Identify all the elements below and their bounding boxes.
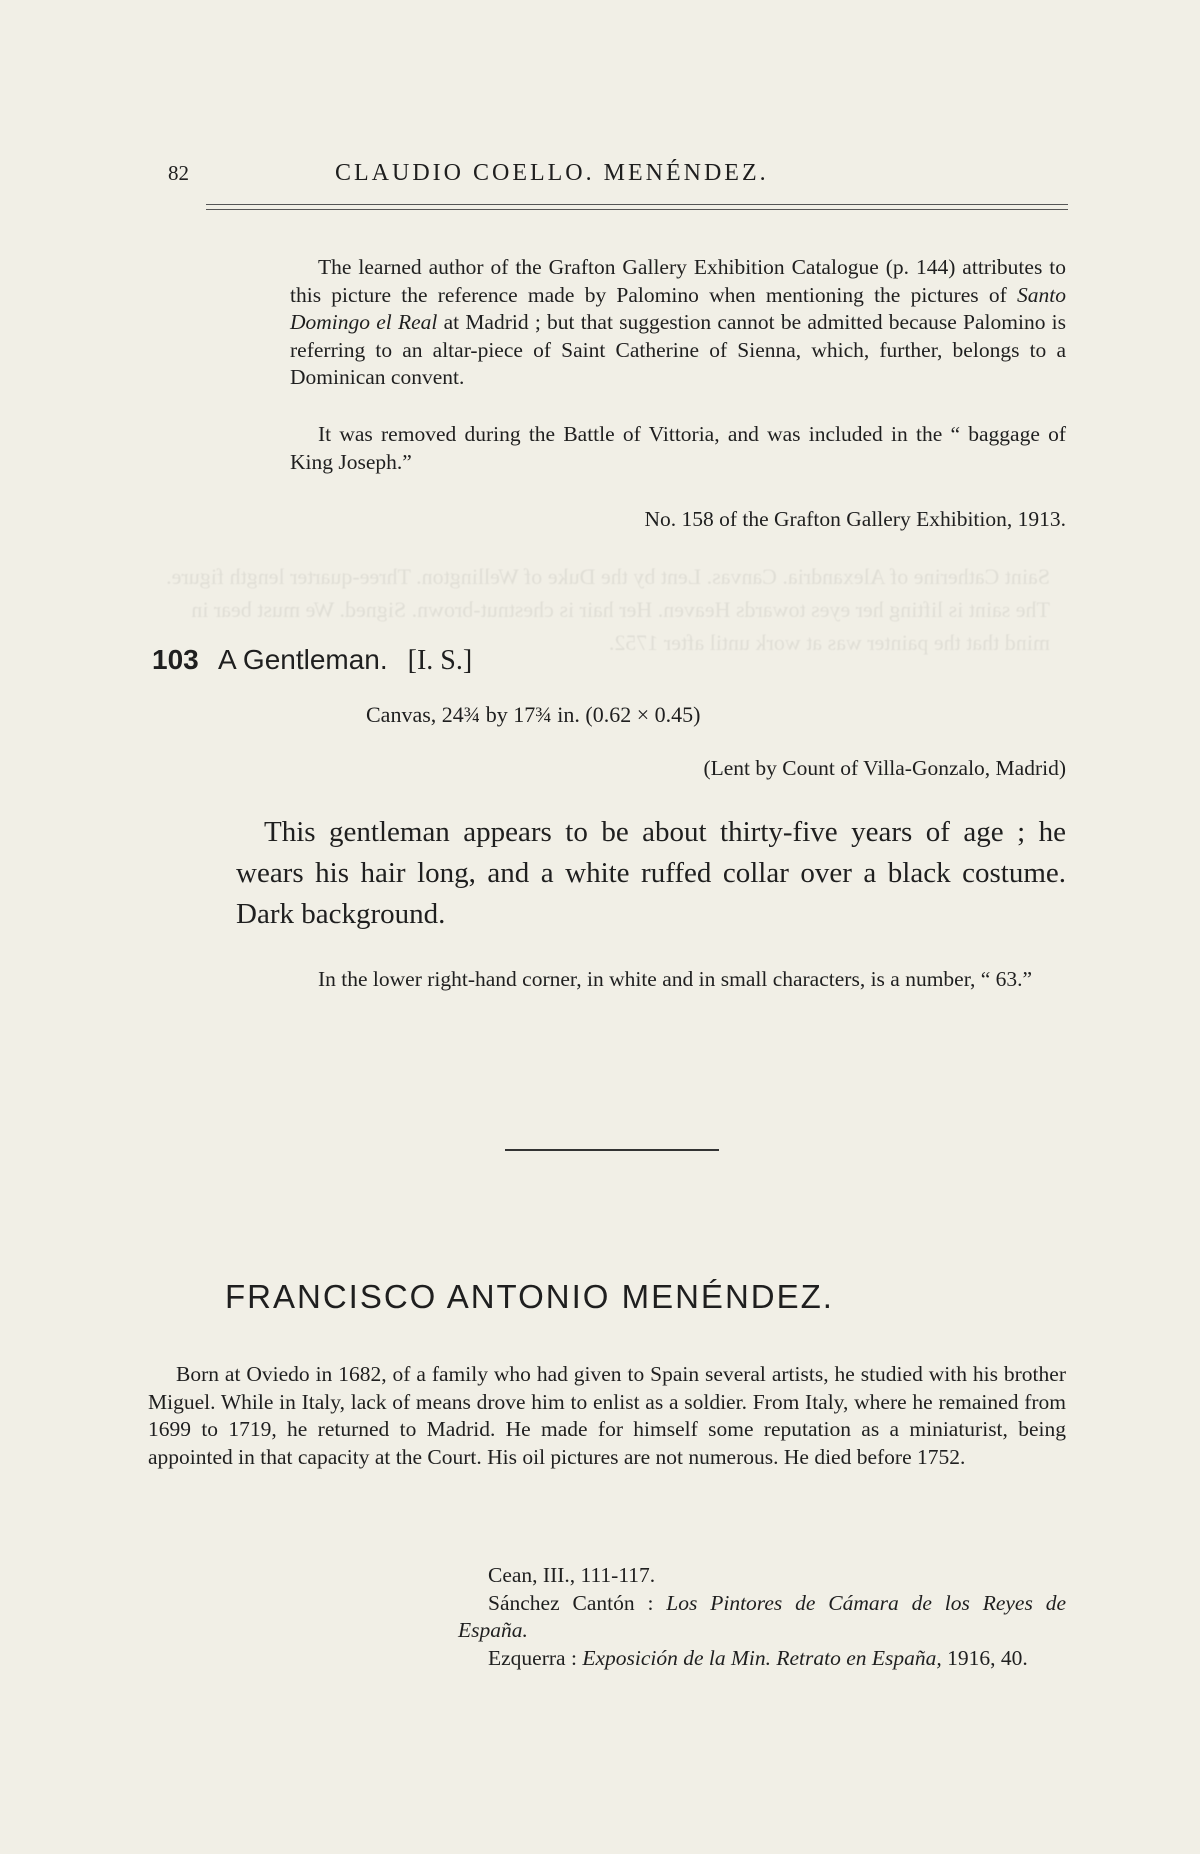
entry-code: [I. S.]: [407, 645, 473, 676]
page-number: 82: [168, 161, 189, 185]
reference-2: [458, 1590, 1066, 1644]
reference-1: Cean, III., 111-117.: [488, 1563, 656, 1587]
running-header: [168, 160, 1068, 190]
intro-text-2: at Madrid ; but that suggestion cannot be admitted because Palomino is referring to an altar-piece of Saint Catherine of Sienna, which, further, belongs to a Dominican convent.: [290, 310, 1066, 389]
entry-title: A Gentleman.: [218, 644, 388, 675]
reference-2-title: Los Pintores de Cámara de los Reyes de España.: [458, 1591, 1066, 1642]
artist-biography: Born at Oviedo in 1682, of a family who had given to Spain several artists, he studied with his brother Miguel. While in Italy, lack of means drove him to enlist as a soldier. From Italy, where he remained from 1699 to 1719, he returned to Madrid. He made for himself some reputation as a miniaturist, being appointed in that capacity at the Court. His oil pictures are not numerous. He died before 1752.: [148, 1362, 1066, 1469]
header-rule: [206, 204, 1068, 210]
entry-lender: (Lent by Count of Villa-Gonzalo, Madrid): [703, 756, 1066, 780]
reference-3-author: Ezquerra :: [488, 1646, 577, 1670]
intro-paragraph: [290, 254, 1066, 392]
entry-description: This gentleman appears to be about thirty-five years of age ; he wears his hair long, and a white ruffed collar over a black costume. Dark background.: [236, 816, 1066, 930]
intro-italic-title: Santo Domingo el Real: [290, 282, 1067, 334]
intro-paragraph-2: It was removed during the Battle of Vittoria, and was included in the “ baggage of King Joseph.”: [290, 422, 1066, 474]
reference-3-rest: 1916, 40.: [947, 1646, 1028, 1670]
running-title: CLAUDIO COELLO. MENÉNDEZ.: [335, 160, 769, 186]
entry-number: 103: [152, 644, 199, 675]
section-title: FRANCISCO ANTONIO MENÉNDEZ.: [225, 1278, 834, 1315]
catalogue-entry-heading: [152, 644, 472, 677]
entry-dimensions: Canvas, 24¾ by 17¾ in. (0.62 × 0.45): [366, 702, 701, 727]
exhibition-reference: No. 158 of the Grafton Gallery Exhibition, 1913.: [644, 507, 1066, 531]
reference-3-title: Exposición de la Min. Retrato en España,: [582, 1646, 942, 1670]
intro-text-1: The learned author of the Grafton Gallery Exhibition Catalogue (p. 144) attributes to this picture the reference made by Palomino when mentioning the pictures of: [290, 255, 1066, 307]
section-divider: [505, 1149, 719, 1151]
entry-note: In the lower right-hand corner, in white and in small characters, is a number, “ 63.”: [318, 967, 1033, 991]
bleed-through-text: Saint Catherine of Alexandria. Canvas. Lent by the Duke of Wellington. Three-quarter length figure. The saint is lifting her eyes towards Heaven. Her hair is chestnut-brown. Signed. We must bear in mind that the painter was at work until after 1752.: [166, 564, 1050, 655]
reference-2-author: Sánchez Cantón :: [488, 1591, 654, 1615]
reference-3: [458, 1645, 1066, 1672]
